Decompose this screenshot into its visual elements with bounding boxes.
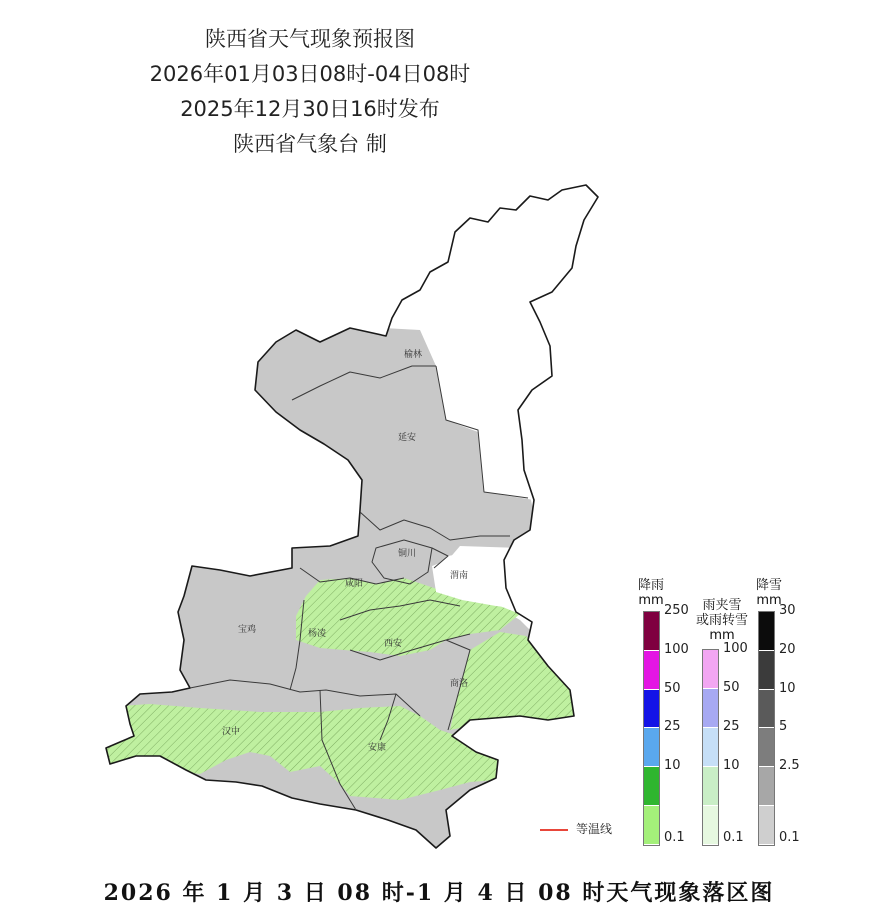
legend-rain-swatch	[644, 806, 659, 845]
legend-rain-tick: 0.1	[664, 829, 685, 845]
legend-sleet-tick: 0.1	[723, 830, 744, 845]
legend-snow-swatch	[759, 767, 774, 806]
legend-snow-bar	[758, 611, 775, 846]
legend-rain-bar	[643, 611, 660, 846]
legend-rain-tick: 10	[664, 758, 681, 774]
city-yulin: 榆林	[404, 350, 423, 360]
legend-rain-unit: mm	[638, 593, 664, 608]
issuing-agency: 陕西省气象台 制	[233, 132, 387, 156]
city-hanzhong: 汉中	[222, 727, 241, 737]
legend-snow-tick: 30	[779, 603, 796, 618]
legend-sleet-swatch	[703, 650, 718, 689]
map-footer-title: 2026 年 1 月 3 日 08 时-1 月 4 日 08 时天气现象落区图	[103, 880, 775, 906]
legend-snow-tick: 5	[779, 719, 788, 735]
legend-rain-swatch	[644, 728, 659, 767]
map-title: 陕西省天气现象预报图	[205, 27, 415, 51]
legend-rain-tick: 50	[664, 680, 681, 696]
city-shangluo: 商洛	[450, 679, 469, 689]
legend-snow-swatch	[759, 806, 774, 845]
legend-rain-swatch	[644, 767, 659, 806]
legend-rain-tick: 250	[664, 603, 689, 618]
city-baoji: 宝鸡	[238, 625, 257, 635]
legend-snow-swatch	[759, 728, 774, 767]
legend-sleet-swatch	[703, 767, 718, 806]
city-ankang: 安康	[368, 743, 387, 753]
city-yangling: 杨凌	[308, 629, 327, 639]
isotherm-line-swatch	[540, 829, 568, 831]
legend-rain-swatch	[644, 651, 659, 690]
legend-rain-tick: 25	[664, 719, 681, 735]
city-tongchuan: 铜川	[398, 549, 417, 559]
legend-snow-tick: 0.1	[779, 829, 800, 845]
legend-sleet-swatch	[703, 806, 718, 845]
issue-time: 2025年12月30日16时发布	[180, 97, 440, 121]
legend-sleet-bar	[702, 649, 719, 846]
legend-sleet-unit: mm	[709, 628, 735, 643]
legend-snow-tick: 10	[779, 680, 796, 696]
legend-rain-label: 降雨	[637, 578, 664, 593]
legend-isotherm	[540, 820, 612, 837]
city-xian: 西安	[384, 639, 403, 649]
legend-snow-label: 降雪	[755, 578, 782, 593]
legend-sleet-label: 雨夹雪 或雨转雪	[695, 598, 748, 628]
legend-snow-swatch	[759, 651, 774, 690]
legend-sleet-swatch	[703, 689, 718, 728]
legend-sleet-tick: 50	[723, 680, 740, 695]
legend-sleet-tick: 25	[723, 719, 740, 734]
legend-rain-swatch	[644, 612, 659, 651]
legend-rain-tick: 100	[664, 641, 689, 657]
legend-rain-swatch	[644, 690, 659, 729]
forecast-period: 2026年01月03日08时-04日08时	[149, 62, 471, 86]
legend-sleet-tick: 10	[723, 758, 740, 773]
legend-snow-tick: 20	[779, 641, 796, 657]
legend-snow-unit: mm	[756, 593, 782, 608]
legend-snow-swatch	[759, 612, 774, 651]
city-weinan: 渭南	[450, 571, 469, 581]
legend-sleet-swatch	[703, 728, 718, 767]
legend-snow-swatch	[759, 690, 774, 729]
city-xianyang: 咸阳	[345, 579, 364, 589]
isotherm-label: 等温线	[576, 822, 613, 836]
legend-snow-tick: 2.5	[779, 758, 800, 774]
legend-sleet-tick: 100	[723, 641, 748, 656]
city-yanan: 延安	[398, 433, 417, 443]
